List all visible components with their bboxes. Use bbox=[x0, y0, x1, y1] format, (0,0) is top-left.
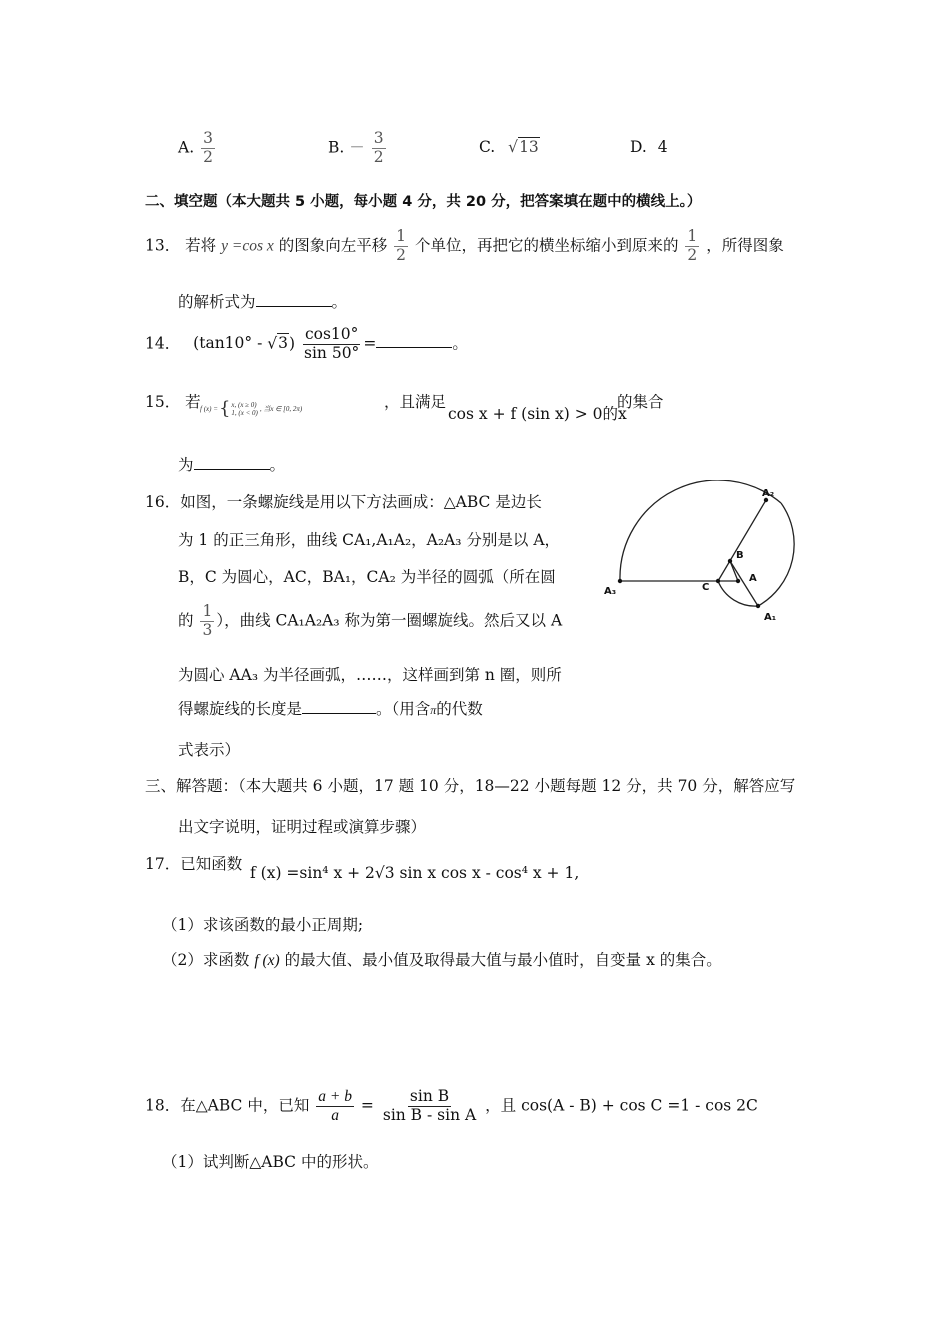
option-d: D. 4 bbox=[630, 138, 668, 156]
label-c: C bbox=[702, 582, 710, 593]
q13-line2: 的解析式为 。 bbox=[178, 293, 348, 311]
q17-part1: （1）求该函数的最小正周期; bbox=[162, 916, 364, 934]
q13-expr: y =cos x bbox=[221, 237, 274, 255]
q15-text: ，且满足 bbox=[384, 393, 447, 411]
option-b-fraction: $\frac{3}{2}$ bbox=[373, 129, 384, 166]
q18-condition: cos(A - B) + cos C =1 - cos 2C bbox=[521, 1096, 758, 1115]
q16-line7: 式表示） bbox=[178, 741, 241, 759]
q18-fraction-1: $\frac{a + b}{a}$ bbox=[318, 1088, 352, 1124]
q16-line5: 为圆心 AA₃ 为半径画弧，……，这样画到第 n 圈，则所 bbox=[178, 666, 562, 684]
label-b: B bbox=[736, 550, 744, 561]
label-a1: A₁ bbox=[764, 612, 777, 623]
label-a3: A₃ bbox=[604, 586, 617, 597]
option-c-sqrt: √13 bbox=[508, 138, 539, 156]
label-a: A bbox=[749, 573, 757, 584]
spiral-figure bbox=[596, 480, 796, 630]
section3-heading: 三、解答题：（本大题共 6 小题，17 题 10 分，18—22 小题每题 12 分，共 70 分，解答应写 bbox=[145, 777, 796, 795]
option-b: B. － $\frac{3}{2}$ bbox=[328, 129, 384, 166]
q18-fraction-2: $\frac{\text{sin B}}{\text{sin B - sin A}}$ bbox=[382, 1087, 477, 1124]
q16-number: 16． bbox=[145, 493, 181, 511]
q13-number: 13． bbox=[145, 236, 181, 255]
q13-line1: 13． 若将 y =cos x 的图象向左平移 $\frac{1}{2}$ 个单位，再把它的横坐标缩小到原来的 $\frac{1}{2}$ ，所得图象 bbox=[145, 227, 784, 264]
q14-fraction: $\frac{\cos 10^\circ}{\sin 50^\circ}$ bbox=[304, 325, 360, 362]
q18-part1: （1）试判断△ABC 中的形状。 bbox=[162, 1153, 379, 1171]
q17-line1: 17．已知函数 bbox=[145, 855, 243, 873]
q16-line3: B，C 为圆心，AC，BA₁，CA₂ 为半径的圆弧（所在圆 bbox=[178, 568, 556, 586]
q15-line1: 15． 若 bbox=[145, 393, 201, 411]
option-c-label: C. bbox=[479, 138, 496, 156]
q13-answer-blank bbox=[256, 294, 332, 307]
q14-number: 14． bbox=[145, 334, 181, 353]
q14-answer-blank bbox=[376, 335, 452, 348]
q16-fraction: $\frac{1}{3}$ bbox=[202, 602, 213, 639]
q17-part2: （2）求函数 f (x) 的最大值、最小值及取得最大值与最小值时，自变量 x 的集合。 bbox=[162, 951, 722, 969]
q15-inequality: cos x + f (sin x) > 0的x bbox=[448, 405, 627, 423]
arc-a2-a3 bbox=[620, 480, 781, 581]
q15-number: 15． bbox=[145, 393, 181, 411]
q17-formula: f (x) =sin⁴ x + 2√3 sin x cos x - cos⁴ x + 1, bbox=[250, 864, 580, 882]
option-a-fraction: $\frac{3}{2}$ bbox=[203, 129, 213, 166]
q14-sqrt: √3 bbox=[267, 334, 289, 353]
section3-heading-cont: 出文字说明，证明过程或演算步骤） bbox=[178, 818, 427, 836]
q15-line2: 为 。 bbox=[178, 456, 286, 474]
segment-c-a2 bbox=[718, 500, 766, 581]
option-a bbox=[178, 130, 217, 167]
q15-answer-blank bbox=[194, 457, 270, 470]
option-a-label: A. bbox=[178, 138, 195, 157]
q14-line: 14． (tan10° - √3) $\frac{\cos 10^\circ}{\sin 50^\circ}$ = 。 bbox=[145, 325, 468, 362]
q13-fraction-1: $\frac{1}{2}$ bbox=[396, 227, 407, 264]
q18-line1: 18．在△ABC 中，已知 $\frac{a + b}{a}$ = $\frac{\text{sin B}}{\text{sin B - sin A}}$ ，且 cos(A - B) + cos C =1 - cos 2C bbox=[145, 1087, 758, 1124]
q16-answer-blank bbox=[302, 701, 376, 714]
q17-number: 17． bbox=[145, 855, 181, 873]
label-a2: A₂ bbox=[762, 488, 775, 499]
option-b-label: B. bbox=[328, 138, 345, 157]
q16-line4: 的 $\frac{1}{3}$ ），曲线 CA₁A₂A₃ 称为第一圈螺旋线。然后又以 A bbox=[178, 602, 563, 639]
q13-fraction-2: $\frac{1}{2}$ bbox=[687, 227, 698, 264]
q16-line6: 得螺旋线的长度是 。（用含π的代数 bbox=[178, 700, 483, 718]
section2-heading: 二、填空题（本大题共 5 小题，每小题 4 分，共 20 分，把答案填在题中的横线上。） bbox=[145, 194, 702, 210]
arc-c-a1-lower bbox=[718, 581, 758, 606]
arc-a1-a2 bbox=[758, 503, 794, 606]
q16-line1: 16．如图，一条螺旋线是用以下方法画成：△ABC 是边长 bbox=[145, 493, 542, 511]
option-c bbox=[479, 138, 540, 156]
q15-piecewise: f (x) = { x, (x ≥ 0) 1, (x < 0) , 当x ∈ [0, 2π) bbox=[200, 398, 303, 419]
q18-number: 18． bbox=[145, 1096, 181, 1115]
q16-line2: 为 1 的正三角形，曲线 CA₁,A₁A₂，A₂A₃ 分别是以 A， bbox=[178, 531, 561, 549]
